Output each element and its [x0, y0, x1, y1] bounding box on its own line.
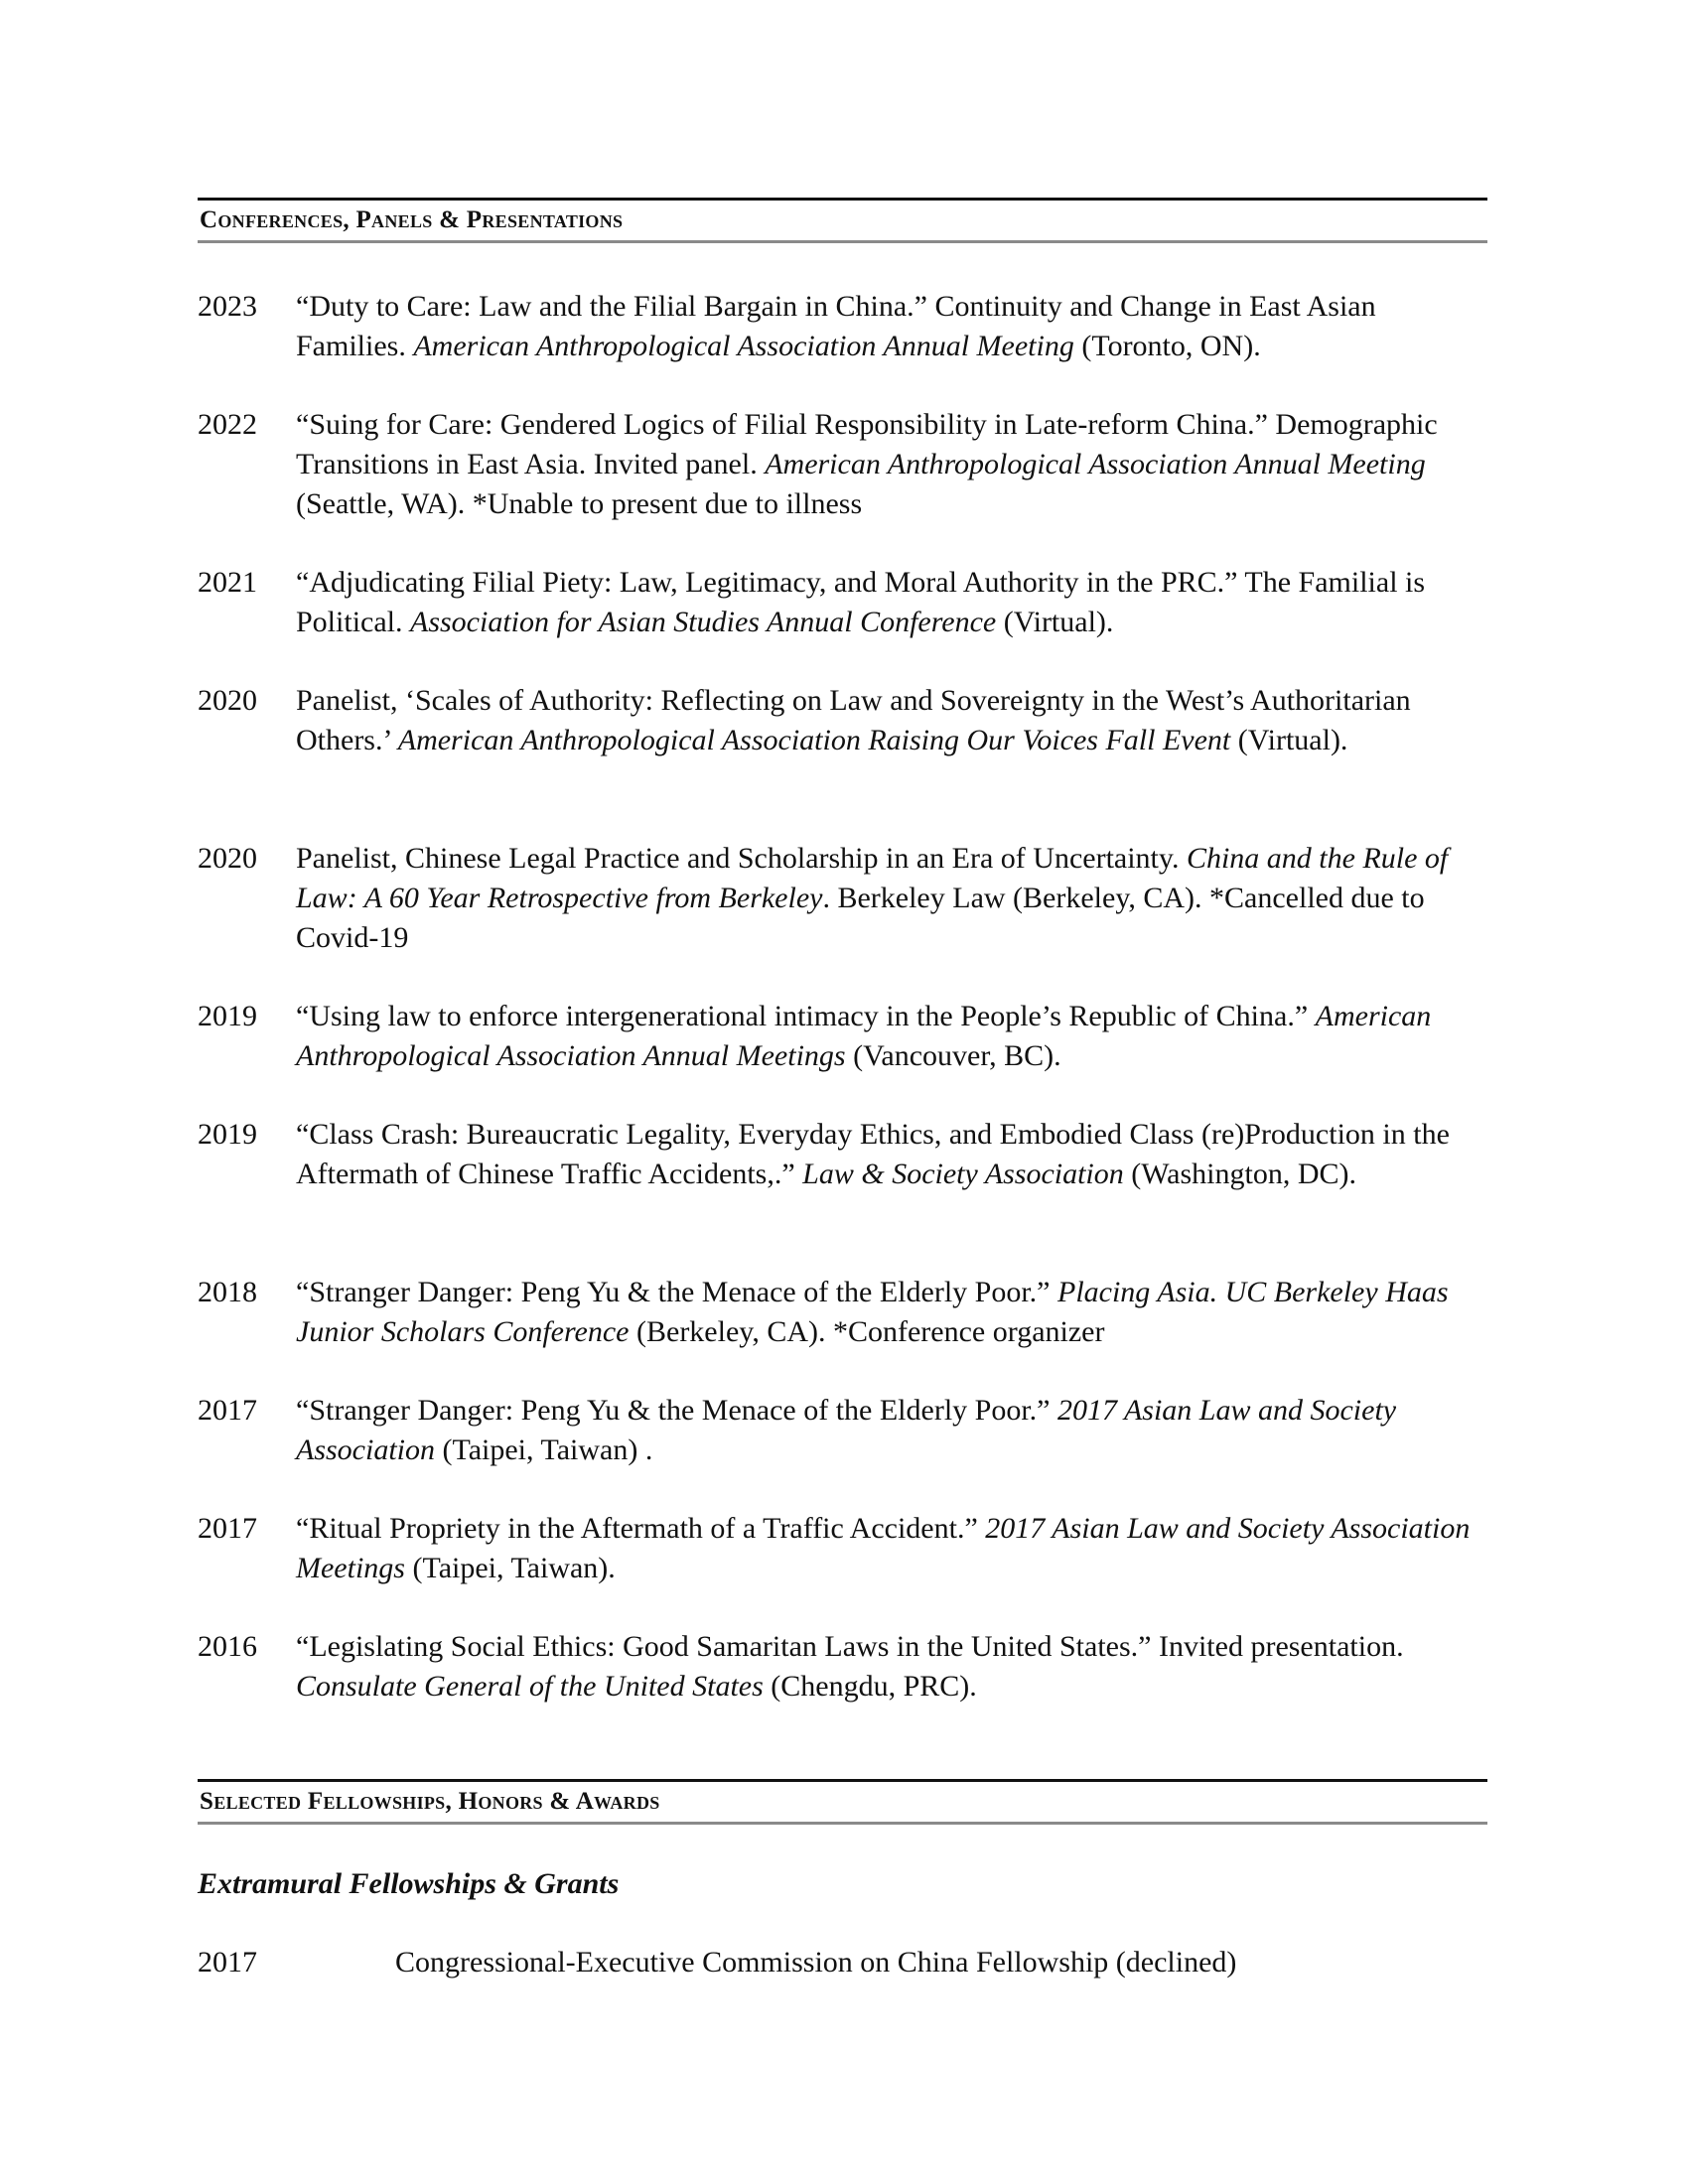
entry-year: 2019 — [198, 1000, 257, 1032]
entry-text-part: “Ritual Propriety in the Aftermath of a Traffic Accident.” — [296, 1512, 986, 1545]
entry-text-part: Panelist, ‘Scales of Authority: Reflecting on Law and Sovereignty in the West’s Authoritarian Others.’ — [296, 684, 1411, 756]
entry-text-part: Panelist, Chinese Legal Practice and Scholarship in an Era of Uncertainty. — [296, 842, 1187, 875]
entry-year: 2019 — [198, 1118, 257, 1151]
entry-year: 2020 — [198, 684, 257, 717]
venue-title: Placing Asia. UC Berkeley Haas Junior Scholars Conference — [296, 1276, 1449, 1348]
entry-text-part: (Berkeley, CA). *Conference organizer — [629, 1315, 1105, 1348]
entry-text-part: (Washington, DC). — [1123, 1158, 1357, 1190]
entry-text-part: “Stranger Danger: Peng Yu & the Menace of the Elderly Poor.” — [296, 1276, 1057, 1308]
section-heading: Conferences, Panels & Presentations — [200, 206, 624, 233]
entry-text-part: (Taipei, Taiwan). — [404, 1552, 616, 1584]
entry-text — [296, 1115, 1487, 1194]
entry-text-part: “Suing for Care: Gendered Logics of Filial Responsibility in Late-reform China.” Demographic Transitions in East Asia. Invited panel. — [296, 408, 1438, 480]
entry-text-part: (Seattle, WA). *Unable to present due to illness — [296, 487, 863, 520]
entry-text — [296, 1391, 1487, 1470]
entry-text-part: (Taipei, Taiwan) . — [435, 1433, 653, 1466]
heading-rule-bottom — [198, 1822, 1487, 1825]
conferences-section-header — [198, 198, 1487, 243]
section-heading: Selected Fellowships, Honors & Awards — [200, 1788, 660, 1815]
entry-year: 2016 — [198, 1630, 257, 1663]
entry-year: 2021 — [198, 566, 257, 599]
entry-year: 2022 — [198, 408, 257, 441]
venue-title: Association for Asian Studies Annual Conference — [410, 606, 997, 638]
entry-text — [296, 287, 1487, 366]
entry-text — [296, 1627, 1487, 1706]
entry-text: Congressional-Executive Commission on China Fellowship (declined) — [395, 1946, 1237, 1979]
entry-year: 2017 — [198, 1394, 257, 1427]
entry-text-part: “Using law to enforce intergenerational intimacy in the People’s Republic of China.” — [296, 1000, 1316, 1032]
entry-text-part: (Virtual). — [996, 606, 1114, 638]
entry-text-part: . Berkeley Law (Berkeley, CA). *Cancelled due to Covid-19 — [296, 882, 1425, 954]
entry-text — [296, 405, 1487, 524]
venue-title: China and the Rule of Law: A 60 Year Retrospective from Berkeley — [296, 842, 1449, 914]
venue-title: Consulate General of the United States — [296, 1670, 764, 1703]
venue-title: 2017 Asian Law and Society Association Meetings — [296, 1512, 1471, 1584]
entry-year: 2020 — [198, 842, 257, 875]
venue-title: Law & Society Association — [802, 1158, 1124, 1190]
venue-title: American Anthropological Association Annual Meeting — [413, 330, 1074, 362]
entry-year: 2018 — [198, 1276, 257, 1308]
entry-text — [296, 1509, 1487, 1588]
entry-text — [296, 563, 1487, 642]
venue-title: 2017 Asian Law and Society Association — [296, 1394, 1397, 1466]
entry-year: 2017 — [198, 1946, 257, 1979]
entry-text-part: “Legislating Social Ethics: Good Samaritan Laws in the United States.” Invited presentation. — [296, 1630, 1404, 1663]
entry-text — [296, 997, 1487, 1076]
entry-text-part: “Duty to Care: Law and the Filial Bargain in China.” Continuity and Change in East Asian Families. — [296, 290, 1376, 362]
entry-year: 2017 — [198, 1512, 257, 1545]
venue-title: American Anthropological Association Annual Meeting — [765, 448, 1426, 480]
entry-text — [296, 1273, 1487, 1352]
entry-text — [296, 681, 1487, 760]
entry-text-part: “Adjudicating Filial Piety: Law, Legitimacy, and Moral Authority in the PRC.” The Familial is Political. — [296, 566, 1426, 638]
entry-text-part: (Vancouver, BC). — [845, 1039, 1061, 1072]
entry-text-part: (Toronto, ON). — [1073, 330, 1261, 362]
entry-year: 2023 — [198, 290, 257, 323]
heading-rule-bottom — [198, 240, 1487, 243]
entry-text-part: (Chengdu, PRC). — [763, 1670, 977, 1703]
fellowships-section-header — [198, 1779, 1487, 1825]
entry-text-part: “Stranger Danger: Peng Yu & the Menace of the Elderly Poor.” — [296, 1394, 1057, 1427]
entry-text — [296, 839, 1487, 958]
entry-text-part: “Class Crash: Bureaucratic Legality, Everyday Ethics, and Embodied Class (re)Production in the Aftermath of Chinese Traffic Accidents,.” — [296, 1118, 1450, 1190]
entry-text-part: (Virtual). — [1230, 724, 1348, 756]
venue-title: American Anthropological Association Annual Meetings — [296, 1000, 1432, 1072]
subsection-heading: Extramural Fellowships & Grants — [198, 1867, 620, 1900]
venue-title: American Anthropological Association Raising Our Voices Fall Event — [397, 724, 1231, 756]
